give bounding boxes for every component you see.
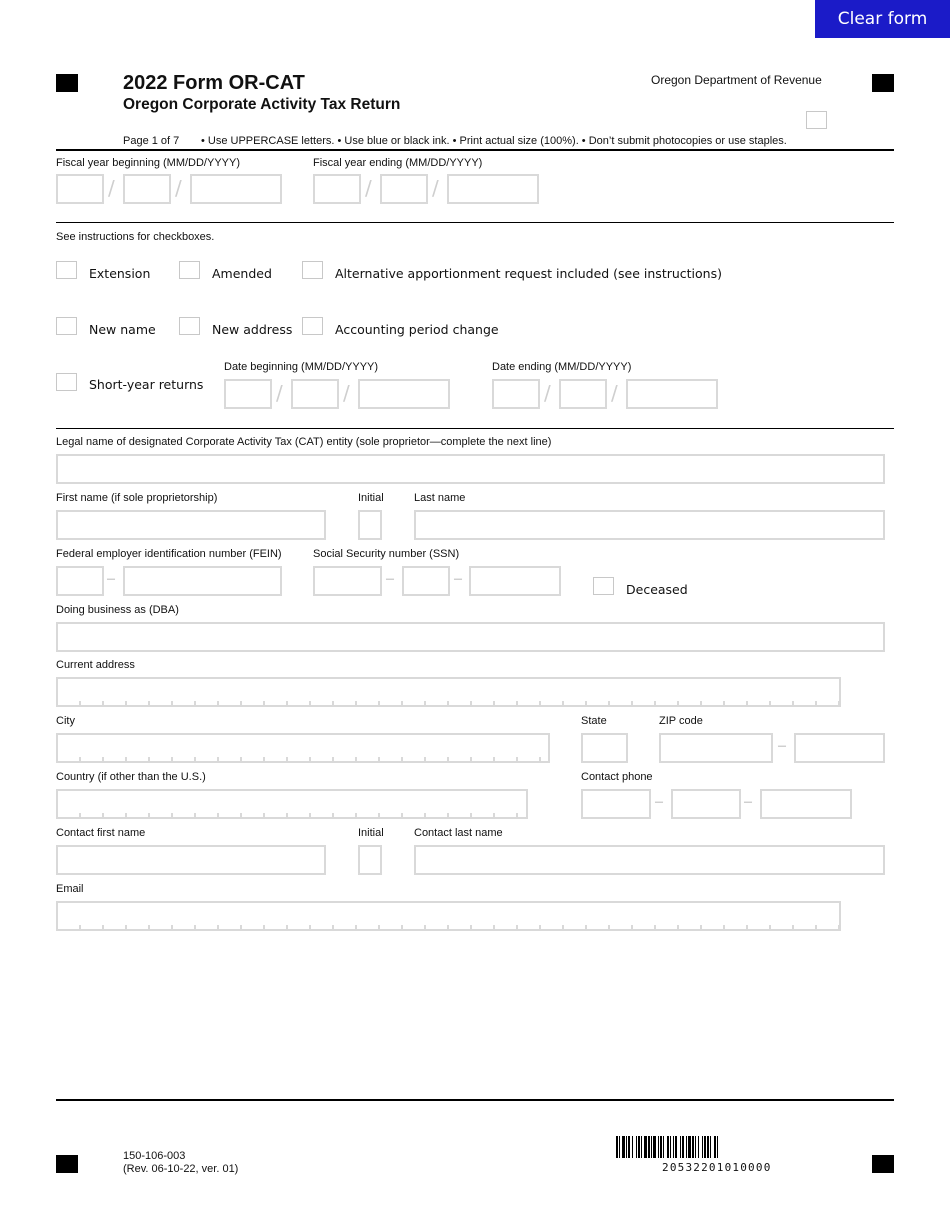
header-checkbox[interactable]	[806, 111, 827, 129]
date-begin-label: Date beginning (MM/DD/YYYY)	[224, 361, 379, 373]
footer-rule	[56, 1099, 894, 1101]
form-number: 150-106-003	[123, 1150, 186, 1162]
new-address-checkbox[interactable]	[179, 317, 200, 335]
accounting-change-checkbox[interactable]	[302, 317, 323, 335]
date-end-label: Date ending (MM/DD/YYYY)	[492, 361, 632, 373]
fiscal-begin-month[interactable]	[56, 174, 104, 204]
ssn-dash: –	[385, 566, 395, 590]
new-address-label: New address	[212, 322, 293, 337]
date-separator: /	[365, 176, 372, 200]
ssn-dash: –	[453, 566, 463, 590]
date-separator: /	[343, 381, 350, 405]
date-separator: /	[276, 381, 283, 405]
form-title: 2022 Form OR-CAT	[123, 72, 305, 94]
current-address-label: Current address	[56, 659, 135, 671]
zip-dash: –	[777, 733, 787, 757]
state-input[interactable]	[581, 733, 628, 763]
checkbox-note: See instructions for checkboxes.	[56, 231, 215, 243]
date-separator: /	[108, 176, 115, 200]
contact-phone-label: Contact phone	[581, 771, 653, 783]
short-year-label: Short-year returns	[89, 377, 204, 392]
ssn-serial[interactable]	[469, 566, 561, 596]
contact-first-name-input[interactable]	[56, 845, 326, 875]
new-name-checkbox[interactable]	[56, 317, 77, 335]
phone-line[interactable]	[760, 789, 852, 819]
clear-form-button[interactable]: Clear form	[815, 0, 950, 38]
date-separator: /	[544, 381, 551, 405]
fiscal-end-year[interactable]	[447, 174, 539, 204]
alt-apportionment-label: Alternative apportionment request included (see instructions)	[335, 266, 722, 281]
dba-input[interactable]	[56, 622, 885, 652]
agency-name: Oregon Department of Revenue	[651, 73, 822, 87]
short-end-month[interactable]	[492, 379, 540, 409]
phone-prefix[interactable]	[671, 789, 741, 819]
extension-label: Extension	[89, 266, 151, 281]
barcode	[616, 1136, 826, 1158]
amended-label: Amended	[212, 266, 272, 281]
phone-dash: –	[654, 789, 664, 813]
deceased-label: Deceased	[626, 582, 688, 597]
fiscal-begin-label: Fiscal year beginning (MM/DD/YYYY)	[56, 157, 241, 169]
section-rule	[56, 222, 894, 223]
alt-apportionment-checkbox[interactable]	[302, 261, 323, 279]
barcode-number: 20532201010000	[662, 1161, 772, 1174]
contact-initial-input[interactable]	[358, 845, 382, 875]
registration-mark-top-left	[56, 74, 78, 92]
page-info: Page 1 of 7	[123, 135, 180, 147]
phone-area-code[interactable]	[581, 789, 651, 819]
fiscal-end-label: Fiscal year ending (MM/DD/YYYY)	[313, 157, 483, 169]
short-end-year[interactable]	[626, 379, 718, 409]
short-year-checkbox[interactable]	[56, 373, 77, 391]
legal-name-input[interactable]	[56, 454, 885, 484]
state-label: State	[581, 715, 607, 727]
short-begin-year[interactable]	[358, 379, 450, 409]
initial-input[interactable]	[358, 510, 382, 540]
country-label: Country (if other than the U.S.)	[56, 771, 206, 783]
short-begin-day[interactable]	[291, 379, 339, 409]
last-name-label: Last name	[414, 492, 466, 504]
fein-suffix[interactable]	[123, 566, 282, 596]
registration-mark-bottom-left	[56, 1155, 78, 1173]
extension-checkbox[interactable]	[56, 261, 77, 279]
ssn-label: Social Security number (SSN)	[313, 548, 460, 560]
initial-label: Initial	[358, 492, 384, 504]
form-revision: (Rev. 06-10-22, ver. 01)	[123, 1163, 239, 1175]
contact-first-name-label: Contact first name	[56, 827, 146, 839]
date-separator: /	[432, 176, 439, 200]
current-address-input[interactable]	[56, 677, 841, 707]
contact-initial-label: Initial	[358, 827, 384, 839]
fiscal-end-month[interactable]	[313, 174, 361, 204]
fiscal-begin-year[interactable]	[190, 174, 282, 204]
zip-code-input[interactable]	[659, 733, 773, 763]
amended-checkbox[interactable]	[179, 261, 200, 279]
ssn-area[interactable]	[313, 566, 382, 596]
short-end-day[interactable]	[559, 379, 607, 409]
first-name-label: First name (if sole proprietorship)	[56, 492, 218, 504]
contact-last-name-label: Contact last name	[414, 827, 503, 839]
section-rule	[56, 428, 894, 429]
registration-mark-bottom-right	[872, 1155, 894, 1173]
last-name-input[interactable]	[414, 510, 885, 540]
country-input[interactable]	[56, 789, 528, 819]
ssn-group[interactable]	[402, 566, 450, 596]
legal-name-label: Legal name of designated Corporate Activity Tax (CAT) entity (sole proprietor—complete the next line)	[56, 436, 552, 448]
city-label: City	[56, 715, 75, 727]
new-name-label: New name	[89, 322, 156, 337]
fein-label: Federal employer identification number (FEIN)	[56, 548, 282, 560]
contact-last-name-input[interactable]	[414, 845, 885, 875]
zip-label: ZIP code	[659, 715, 703, 727]
email-input[interactable]	[56, 901, 841, 931]
zip-extension-input[interactable]	[794, 733, 885, 763]
fein-prefix[interactable]	[56, 566, 104, 596]
instructions-text: • Use UPPERCASE letters. • Use blue or black ink. • Print actual size (100%). • Don’t submit photocopies or use staples.	[201, 135, 787, 147]
fiscal-end-day[interactable]	[380, 174, 428, 204]
dba-label: Doing business as (DBA)	[56, 604, 179, 616]
fein-dash: –	[106, 566, 116, 590]
phone-dash: –	[743, 789, 753, 813]
fiscal-begin-day[interactable]	[123, 174, 171, 204]
deceased-checkbox[interactable]	[593, 577, 614, 595]
first-name-input[interactable]	[56, 510, 326, 540]
registration-mark-top-right	[872, 74, 894, 92]
accounting-change-label: Accounting period change	[335, 322, 499, 337]
email-label: Email	[56, 883, 84, 895]
short-begin-month[interactable]	[224, 379, 272, 409]
date-separator: /	[611, 381, 618, 405]
header-rule	[56, 149, 894, 151]
city-input[interactable]	[56, 733, 550, 763]
form-subtitle: Oregon Corporate Activity Tax Return	[123, 96, 401, 113]
date-separator: /	[175, 176, 182, 200]
